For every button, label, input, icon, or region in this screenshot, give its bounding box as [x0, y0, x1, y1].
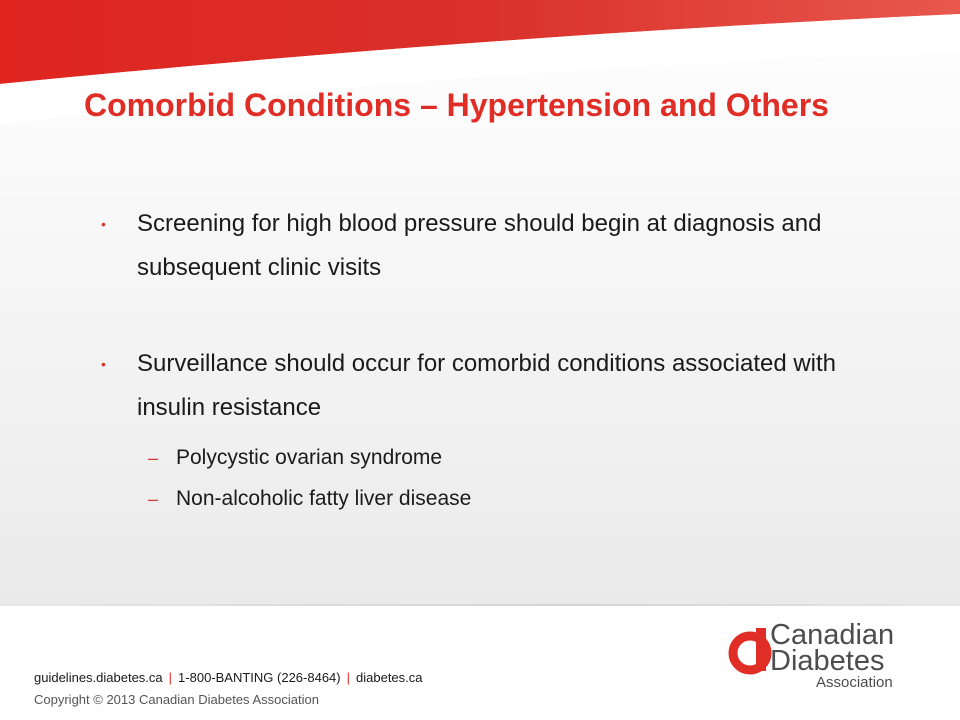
footer-phone: 1-800-BANTING (226-8464): [178, 670, 341, 685]
bullet-item-1: [101, 202, 867, 290]
bullet-marker: •: [101, 356, 106, 372]
logo-line-canadian: Canadian: [770, 619, 895, 651]
cda-logo-wordmark: [770, 619, 895, 692]
footer-separator: |: [346, 670, 351, 685]
footer-site-link[interactable]: diabetes.ca: [356, 670, 423, 685]
bullet-marker: •: [101, 216, 106, 232]
sub-text: Polycystic ovarian syndrome: [176, 446, 443, 469]
logo-line-association: Association: [816, 674, 893, 691]
bullet-item-2: [101, 342, 867, 430]
sub-marker: –: [148, 448, 159, 468]
footer-website-link[interactable]: guidelines.diabetes.ca: [34, 670, 163, 685]
logo-line-diabetes: Diabetes: [770, 645, 885, 677]
sub-item-2: [148, 486, 472, 512]
footer-contact: [34, 670, 423, 685]
sub-item-1: [148, 445, 443, 471]
bullet-text: Screening for high blood pressure should begin at diagnosis and subsequent clinic visits: [137, 210, 822, 281]
footer-separator: |: [168, 670, 173, 685]
slide-title: Comorbid Conditions – Hypertension and Others: [84, 87, 829, 123]
sub-marker: –: [148, 489, 159, 509]
sub-text: Non-alcoholic fatty liver disease: [176, 487, 472, 510]
bullet-text: Surveillance should occur for comorbid conditions associated with insulin resistance: [137, 350, 837, 421]
footer-copyright: Copyright © 2013 Canadian Diabetes Association: [34, 692, 319, 707]
